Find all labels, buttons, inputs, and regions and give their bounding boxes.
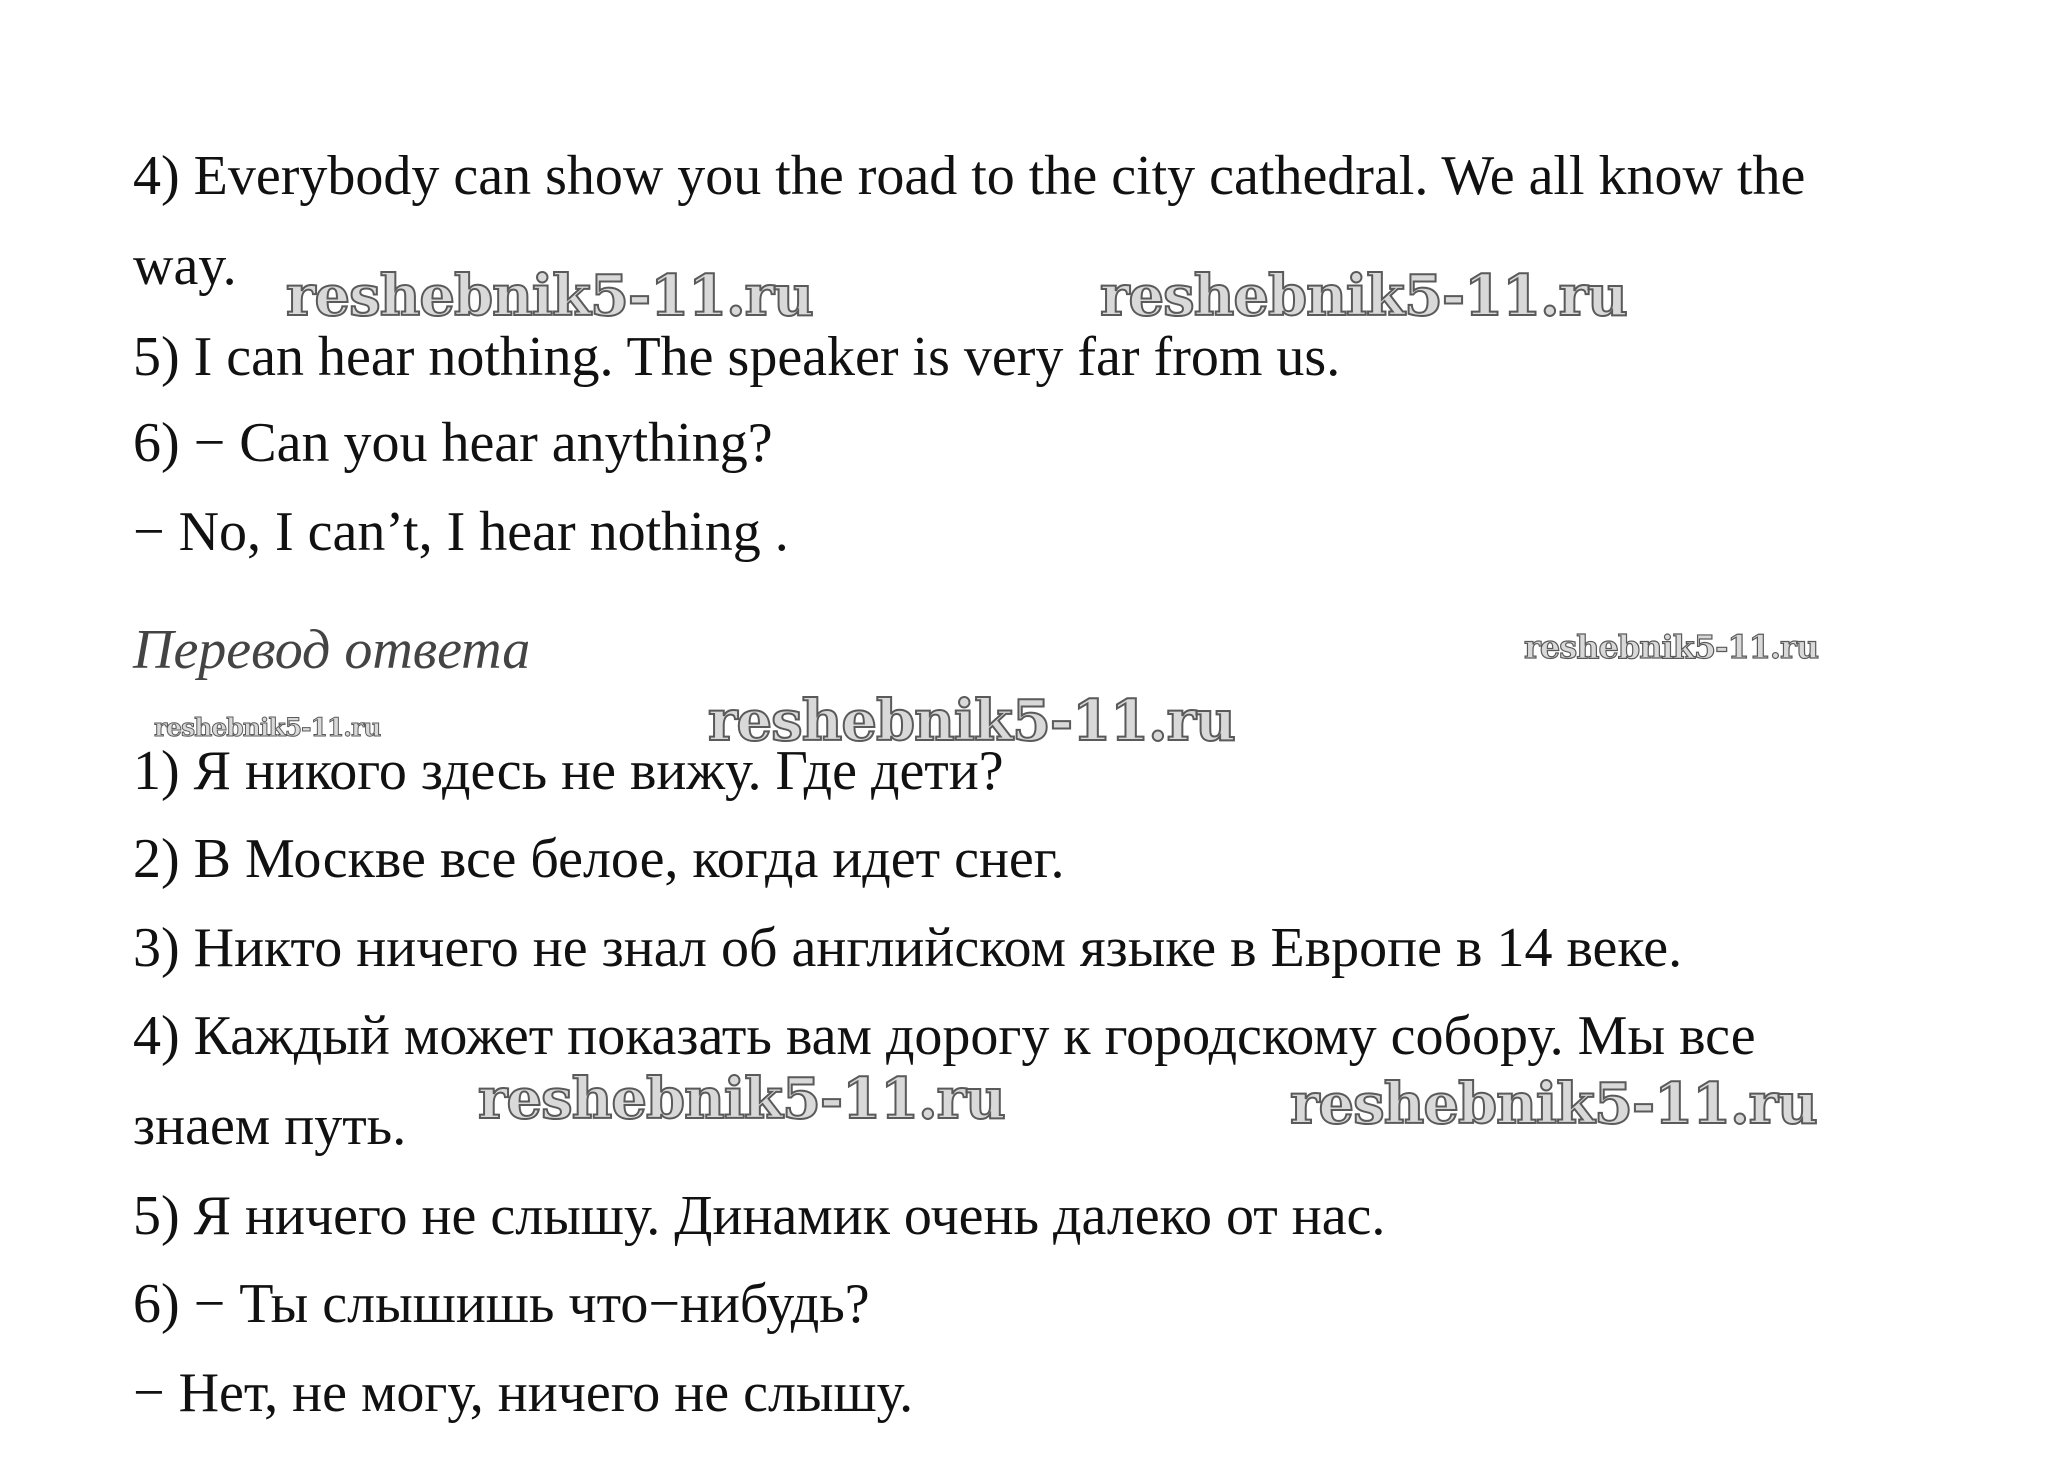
watermark: reshebnik5-11.ru	[1524, 628, 1819, 666]
answer-line-6: 6) − Can you hear anything?	[133, 412, 773, 474]
watermark: reshebnik5-11.ru	[154, 713, 381, 742]
translation-line-4: 4) Каждый может показать вам дорогу к городскому собору. Мы все	[133, 1005, 1756, 1067]
translation-line-6-reply: − Нет, не могу, ничего не слышу.	[133, 1362, 914, 1424]
watermark: reshebnik5-11.ru	[708, 688, 1235, 754]
answer-line-4: 4) Everybody can show you the road to the city cathedral. We all know the	[133, 145, 1806, 207]
translation-line-5: 5) Я ничего не слышу. Динамик очень далеко от нас.	[133, 1185, 1386, 1247]
translation-line-4-continued: знаем путь.	[133, 1095, 407, 1157]
translation-heading: Перевод ответа	[133, 619, 531, 681]
translation-line-1: 1) Я никого здесь не вижу. Где дети?	[133, 740, 1004, 802]
answer-line-6-reply: − No, I can’t, I hear nothing .	[133, 501, 789, 563]
answer-line-5: 5) I can hear nothing. The speaker is very far from us.	[133, 326, 1341, 388]
watermark: reshebnik5-11.ru	[478, 1066, 1005, 1132]
watermark: reshebnik5-11.ru	[1100, 263, 1627, 329]
translation-line-6: 6) − Ты слышишь что−нибудь?	[133, 1273, 870, 1335]
answer-line-4-continued: way.	[133, 235, 237, 297]
translation-line-2: 2) В Москве все белое, когда идет снег.	[133, 828, 1065, 890]
translation-line-3: 3) Никто ничего не знал об английском языке в Европе в 14 веке.	[133, 917, 1683, 979]
watermark: reshebnik5-11.ru	[1290, 1071, 1817, 1137]
watermark: reshebnik5-11.ru	[286, 263, 813, 329]
